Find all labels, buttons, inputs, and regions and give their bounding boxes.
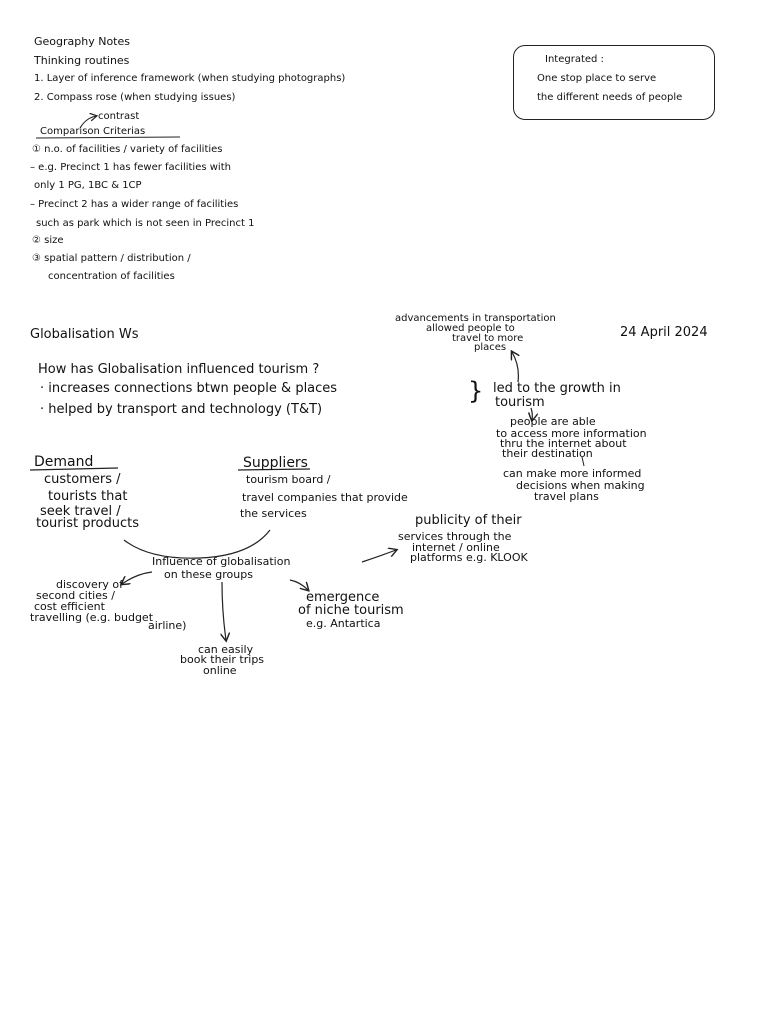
info-line-1: people are able	[510, 415, 596, 428]
informed-line-2: decisions when making	[516, 479, 645, 492]
led-to: led to the growth in	[493, 381, 621, 396]
join-curve	[124, 530, 270, 558]
book-line-3: online	[203, 664, 237, 677]
publicity-line-4: platforms e.g. KLOOK	[410, 551, 528, 564]
routine-1: 1. Layer of inference framework (when studying photographs)	[34, 73, 346, 84]
example-2a: – Precinct 2 has a wider range of facilities	[30, 199, 239, 210]
box-line-2: the different needs of people	[537, 92, 683, 103]
info-line-4: their destination	[502, 447, 593, 460]
page2-date: 24 April 2024	[620, 325, 708, 340]
niche-line-1: emergence	[306, 590, 380, 605]
contrast-note: contrast	[98, 111, 140, 122]
criteria-1: ① n.o. of facilities / variety of facilities	[32, 144, 223, 155]
demand-heading: Demand	[34, 454, 94, 470]
criteria-2: ② size	[32, 235, 64, 246]
bullet-2: · helped by transport and technology (T&T)	[40, 402, 323, 417]
criteria-3b: concentration of facilities	[48, 271, 175, 282]
suppliers-line-1: tourism board /	[246, 473, 331, 486]
demand-line-2: tourists that	[48, 489, 128, 504]
page2-title: Globalisation Ws	[30, 327, 139, 342]
discovery-line-2: second cities /	[36, 589, 115, 602]
publicity-line-2: services through the	[398, 530, 512, 543]
box-line-1: One stop place to serve	[537, 73, 657, 84]
example-1b: only 1 PG, 1BC & 1CP	[34, 180, 142, 191]
arrow-to-book	[222, 582, 226, 640]
adv-line-4: places	[474, 342, 507, 353]
suppliers-line-3: the services	[240, 507, 307, 520]
book-line-2: book their trips	[180, 653, 265, 666]
informed-line-1: can make more informed	[503, 467, 642, 480]
thinking-routines-heading: Thinking routines	[34, 54, 130, 67]
page1-title: Geography Notes	[34, 35, 130, 48]
discovery-line-3: cost efficient	[34, 600, 105, 613]
publicity-line-3: internet / online	[412, 541, 500, 554]
arrow-to-advancements	[512, 352, 518, 382]
tourism-word: tourism	[495, 395, 545, 410]
comparison-heading: Comparison Criterias	[40, 126, 146, 137]
publicity-line-1: publicity of their	[415, 513, 522, 528]
demand-line-1: customers /	[44, 472, 121, 487]
adv-line-2: allowed people to	[426, 323, 515, 334]
question: How has Globalisation influenced tourism ?	[38, 362, 320, 377]
criteria-3: ③ spatial pattern / distribution /	[32, 253, 191, 264]
box-title: Integrated :	[545, 54, 604, 65]
niche-line-3: e.g. Antartica	[306, 617, 381, 630]
suppliers-heading: Suppliers	[243, 455, 308, 471]
arrow-to-publicity	[362, 550, 396, 562]
adv-line-1: advancements in transportation	[395, 313, 556, 324]
arrow-to-niche	[290, 580, 308, 590]
bullet-1: · increases connections btwn people & places	[40, 381, 338, 396]
routine-2: 2. Compass rose (when studying issues)	[34, 92, 236, 103]
demand-line-3: seek travel /	[40, 504, 121, 519]
comparison-underline	[36, 137, 180, 138]
arrow-to-discovery	[122, 572, 152, 584]
discovery-line-5: airline)	[148, 619, 187, 632]
influence-line-2: on these groups	[164, 568, 253, 581]
info-line-2: to access more information	[496, 427, 647, 440]
example-2b: such as park which is not seen in Precinct 1	[36, 218, 255, 229]
discovery-line-1: discovery of	[56, 578, 123, 591]
adv-line-3: travel to more	[452, 333, 524, 344]
niche-line-2: of niche tourism	[298, 603, 404, 618]
suppliers-line-2: travel companies that provide	[242, 491, 408, 504]
demand-line-4: tourist products	[36, 516, 140, 531]
informed-line-3: travel plans	[534, 490, 599, 503]
book-line-1: can easily	[198, 643, 254, 656]
info-line-3: thru the internet about	[500, 437, 627, 450]
influence-line-1: Influence of globalisation	[152, 555, 291, 568]
brace: }	[468, 377, 484, 405]
discovery-line-4: travelling (e.g. budget	[30, 611, 154, 624]
example-1a: – e.g. Precinct 1 has fewer facilities with	[30, 162, 231, 173]
